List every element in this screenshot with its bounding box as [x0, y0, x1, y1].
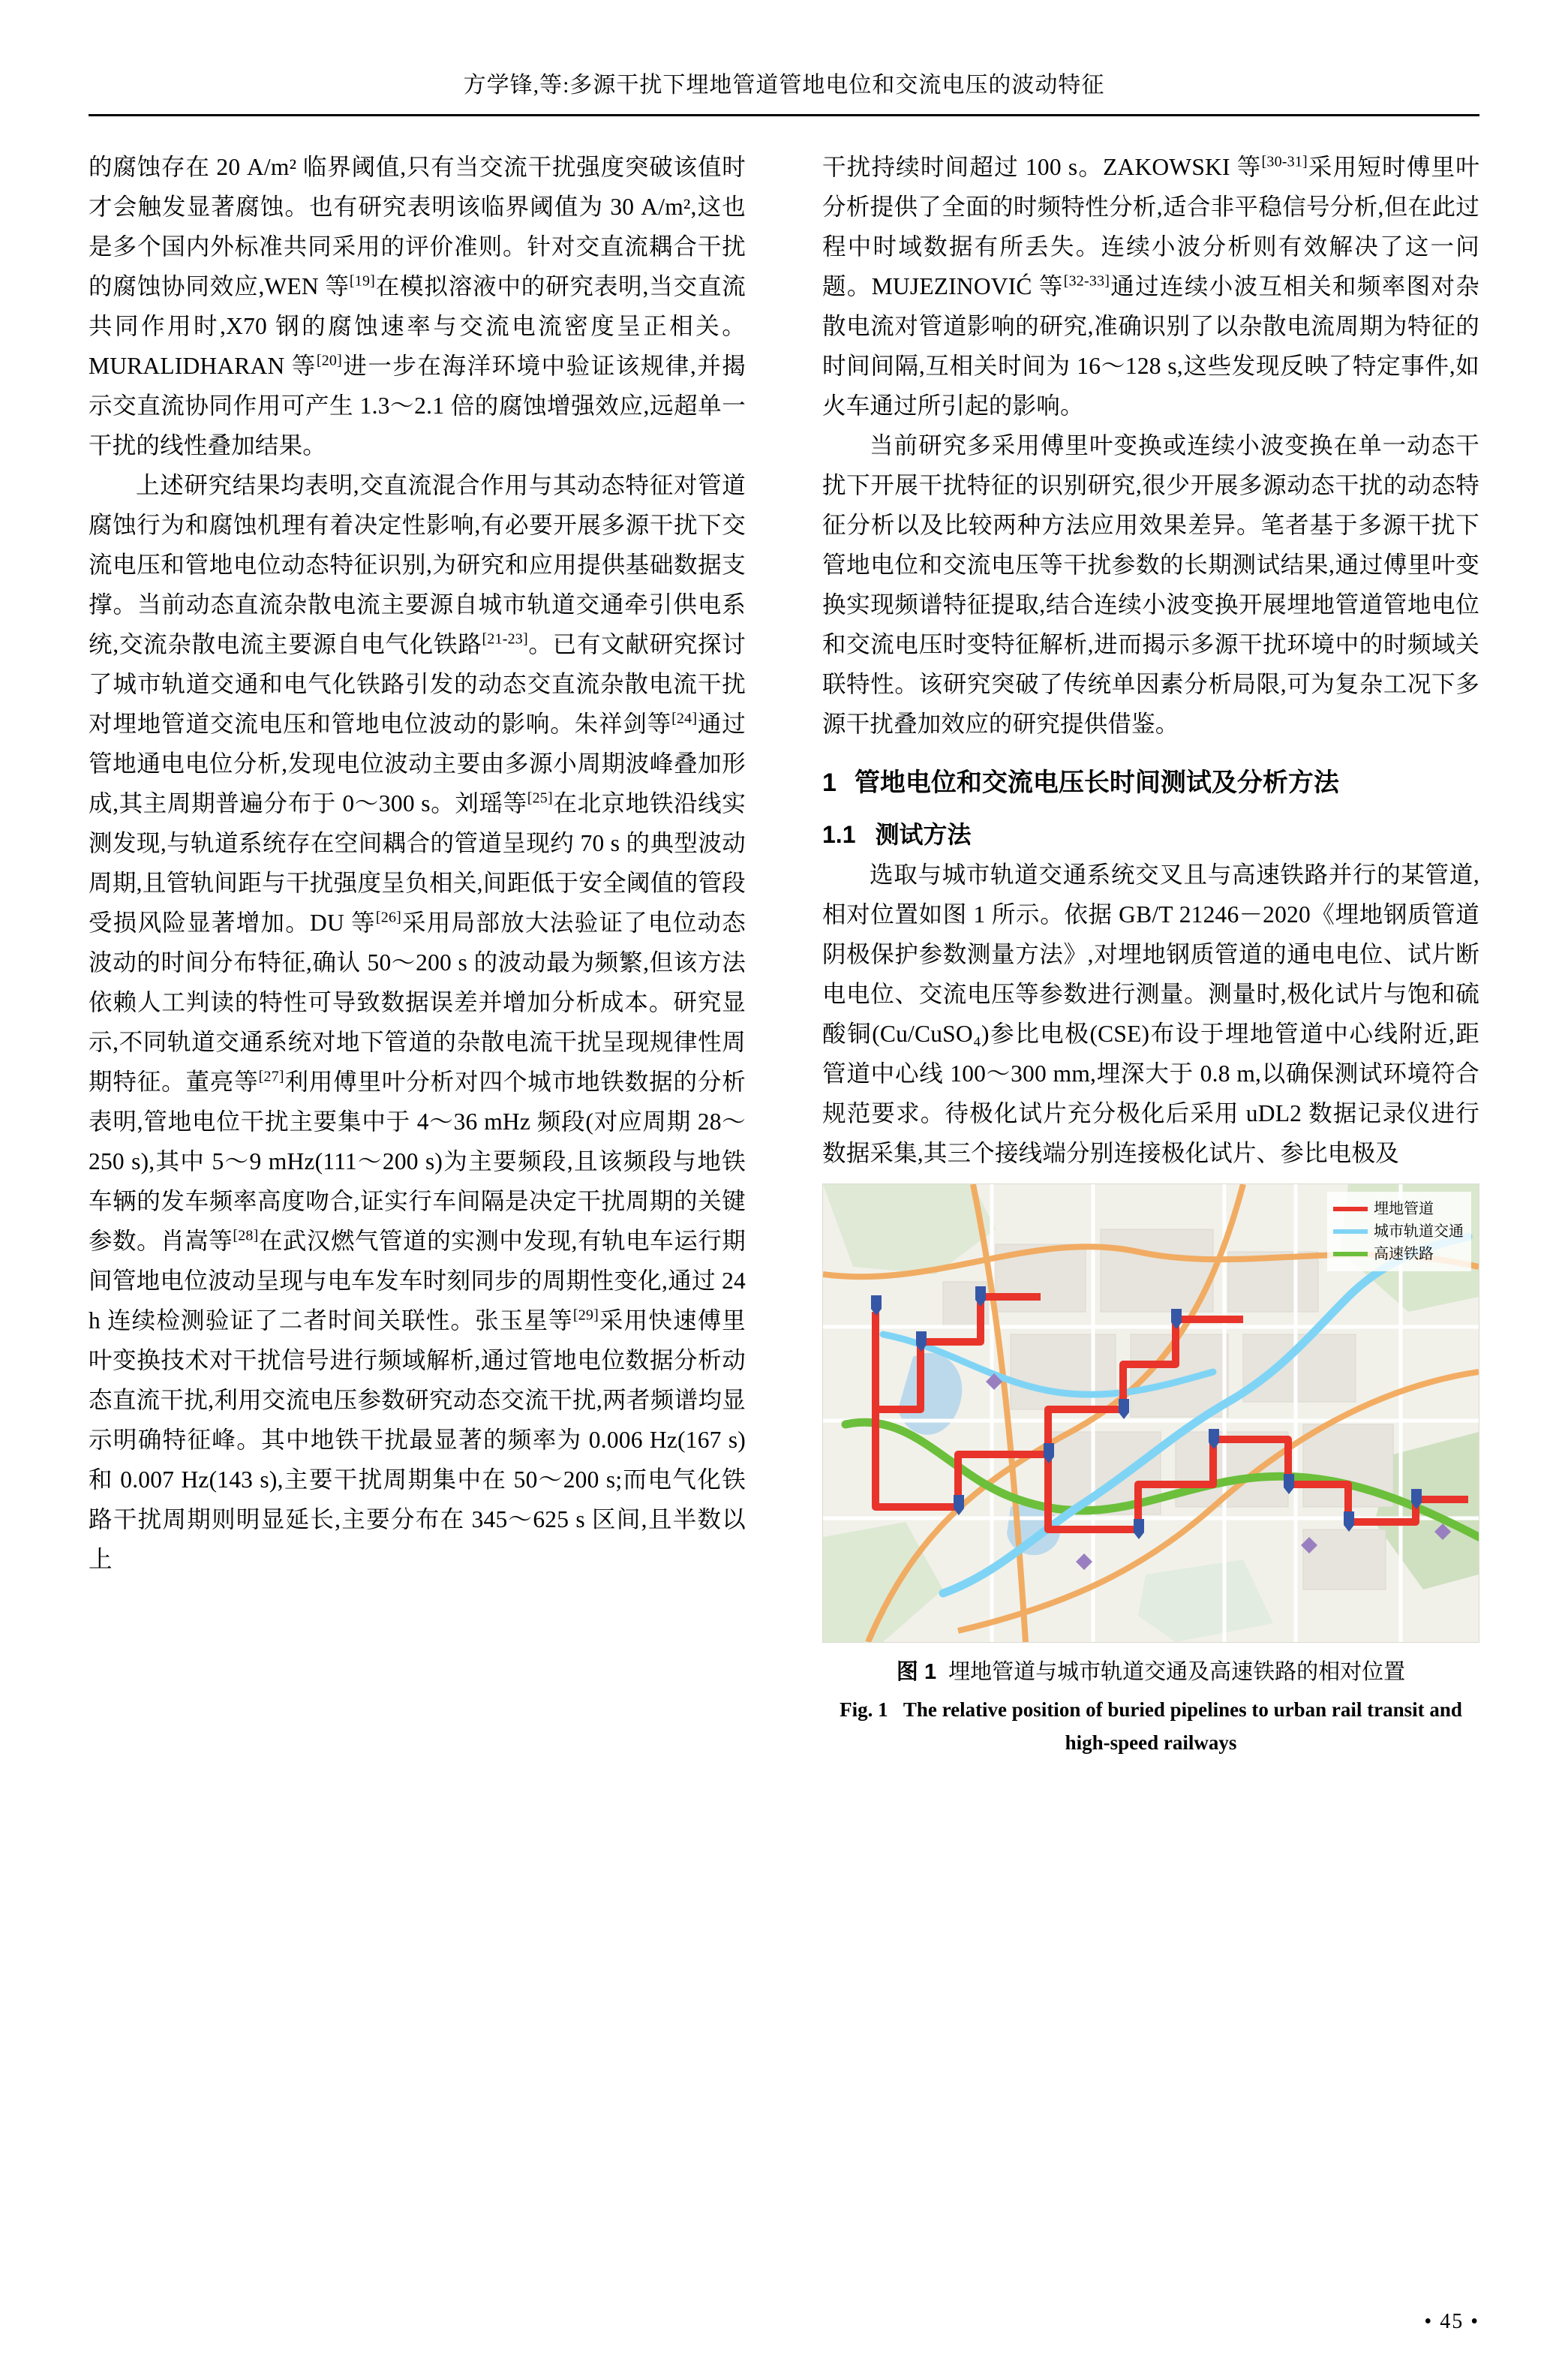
section-title: 管地电位和交流电压长时间测试及分析方法	[854, 768, 1339, 797]
text-run: 上述研究结果均表明,交直流混合作用与其动态特征对管道腐蚀行为和腐蚀机理有着决定性影响,有必要开展多源干扰下交流电压和管地电位动态特征识别,为研究和应用提供基础数据支撑。当前动态直流杂散电流主要源自城市轨道交通牵引供电系统,交流杂散电流主要源自电气化铁路	[89, 472, 746, 657]
figure-caption-cn-text: 埋地管道与城市轨道交通及高速铁路的相对位置	[948, 1660, 1406, 1684]
subsection-number: 1.1	[822, 821, 856, 848]
figure-1	[822, 1183, 1479, 1759]
text-run: 采用快速傅里叶变换技术对干扰信号进行频域解析,通过管地电位数据分析动态直流干扰,利用交流电压参数研究动态交流干扰,两者频谱均显示明确特征峰。其中地铁干扰最显著的频率为 0.006 Hz(167 s)和 0.007 Hz(143 s),主要干扰周期集中在 50～200 s;而电气化铁路干扰周期则明显延长,主要分布在 345～625 s 区间,且半数以上	[89, 1307, 746, 1572]
citation-ref: [32-33]	[1063, 272, 1110, 290]
paragraph-left-2	[89, 465, 746, 1579]
figure-caption-en-text: The relative position of buried pipelines to urban rail transit and high-speed railways	[903, 1698, 1462, 1754]
citation-ref: [19]	[349, 272, 376, 290]
figure-caption-en	[822, 1693, 1479, 1759]
figure-caption-cn	[822, 1655, 1479, 1686]
text-run: 通过管地通电电位分析,发现电位波动主要由多源小周期波峰叠加形成,其主周期普遍分布于 0～300 s。刘瑶等	[89, 711, 746, 817]
section-heading-1	[822, 763, 1479, 802]
legend-item	[1333, 1243, 1464, 1265]
figure-legend	[1327, 1192, 1471, 1271]
citation-ref: [27]	[258, 1068, 284, 1085]
section-heading-1-1	[822, 816, 1479, 853]
citation-ref: [30-31]	[1261, 153, 1308, 170]
legend-swatch-high-speed-rail	[1333, 1252, 1368, 1256]
paragraph-left-1	[89, 147, 746, 465]
figure-label-en: Fig. 1	[840, 1698, 888, 1721]
citation-ref: [28]	[233, 1227, 259, 1244]
figure-1-image	[822, 1183, 1479, 1643]
legend-item	[1333, 1198, 1464, 1220]
citation-ref: [20]	[316, 352, 342, 369]
citation-ref: [21-23]	[482, 630, 528, 648]
text-run: 在武汉燃气管道的实测中发现,有轨电车运行期间管地电位波动呈现与电车发车时刻同步的周期性变化,通过 24 h 连续检测验证了二者时间关联性。张玉星等	[89, 1228, 746, 1334]
text-run: 干扰持续时间超过 100 s。ZAKOWSKI 等	[822, 154, 1262, 180]
subsection-title: 测试方法	[875, 821, 972, 848]
citation-ref: [25]	[527, 789, 553, 807]
left-column	[89, 147, 746, 1759]
text-run: 。已有文献研究探讨了城市轨道交通和电气化铁路引发的动态交直流杂散电流干扰对埋地管道交流电压和管地电位波动的影响。朱祥剑等	[89, 631, 746, 737]
legend-label: 城市轨道交通	[1374, 1223, 1464, 1240]
citation-ref: [24]	[671, 710, 698, 727]
text-run: 采用局部放大法验证了电位动态波动的时间分布特征,确认 50～200 s 的波动最为频繁,但该方法依赖人工判读的特性可导致数据误差并增加分析成本。研究显示,不同轨道交通系统对地下管道的杂散电流干扰呈现规律性周期特征。董亮等	[89, 910, 746, 1095]
text-run: 采用短时傅里叶分析提供了全面的时频特性分析,适合非平稳信号分析,但在此过程中时域数据有所丢失。连续小波分析则有效解决了这一问题。MUJEZINOVIĆ 等	[822, 154, 1480, 299]
legend-swatch-pipeline	[1333, 1207, 1368, 1211]
paragraph-right-1	[822, 147, 1479, 426]
text-run: 进一步在海洋环境中验证该规律,并揭示交直流协同作用可产生 1.3～2.1 倍的腐蚀增强效应,远超单一干扰的线性叠加结果。	[89, 353, 746, 459]
text-run: 在模拟溶液中的研究表明,当交直流共同作用时,X70 钢的腐蚀速率与交流电流密度呈正相关。MURALIDHARAN 等	[89, 273, 746, 379]
citation-ref: [26]	[375, 909, 402, 926]
running-head: 方学锋,等:多源干扰下埋地管道管地电位和交流电压的波动特征	[463, 73, 1105, 98]
legend-swatch-rail-transit	[1333, 1229, 1368, 1234]
text-run: 利用傅里叶分析对四个城市地铁数据的分析表明,管地电位干扰主要集中于 4～36 mHz 频段(对应周期 28～250 s),其中 5～9 mHz(111～200 s)为主要频段,且该频段与地铁车辆的发车频率高度吻合,证实行车间隔是决定干扰周期的关键参数。肖嵩等	[89, 1069, 746, 1254]
text-run: 的腐蚀存在 20 A/m² 临界阈值,只有当交流干扰强度突破该值时才会触发显著腐蚀。也有研究表明该临界阈值为 30 A/m²,这也是多个国内外标准共同采用的评价准则。针对交直流耦合干扰的腐蚀协同效应,WEN 等	[89, 154, 746, 299]
two-column-body	[89, 147, 1479, 1759]
figure-label-cn: 图 1	[896, 1660, 937, 1684]
header-rule	[89, 114, 1479, 116]
legend-label: 埋地管道	[1374, 1201, 1434, 1217]
text-run: 通过连续小波互相关和频率图对杂散电流对管道影响的研究,准确识别了以杂散电流周期为特征的时间间隔,互相关时间为 16～128 s,这些发现反映了特定事件,如火车通过所引起的影响。	[822, 273, 1479, 419]
paragraph-right-2: 当前研究多采用傅里叶变换或连续小波变换在单一动态干扰下开展干扰特征的识别研究,很少开展多源动态干扰的动态特征分析以及比较两种方法应用效果差异。笔者基于多源干扰下管地电位和交流电压等干扰参数的长期测试结果,通过傅里叶变换实现频谱特征提取,结合连续小波变换开展埋地管道管地电位和交流电压时变特征解析,进而揭示多源干扰环境中的时频域关联特性。该研究突破了传统单因素分析局限,可为复杂工况下多源干扰叠加效应的研究提供借鉴。	[822, 432, 1479, 737]
citation-ref: [29]	[572, 1307, 599, 1324]
page-number: • 45 •	[1424, 2310, 1479, 2333]
legend-item	[1333, 1220, 1464, 1243]
paragraph-right-3: 选取与城市轨道交通系统交叉且与高速铁路并行的某管道,相对位置如图 1 所示。依据 GB/T 21246－2020《埋地钢质管道阴极保护参数测量方法》,对埋地钢质管道的通电电位、试片断电电位、交流电压等参数进行测量。测量时,极化试片与饱和硫酸铜(Cu/CuSO₄)参比电极(CSE)布设于埋地管道中心线附近,距管道中心线 100～300 mm,埋深大于 0.8 m,以确保测试环境符合规范要求。待极化试片充分极化后采用 uDL2 数据记录仪进行数据采集,其三个接线端分别连接极化试片、参比电极及	[822, 862, 1479, 1166]
text-run: 在北京地铁沿线实测发现,与轨道系统存在空间耦合的管道呈现约 70 s 的典型波动周期,且管轨间距与干扰强度呈负相关,间距低于安全阈值的管段受损风险显著增加。DU 等	[89, 790, 746, 936]
right-column	[822, 147, 1479, 1759]
legend-label: 高速铁路	[1374, 1246, 1434, 1262]
section-number: 1	[822, 768, 837, 797]
